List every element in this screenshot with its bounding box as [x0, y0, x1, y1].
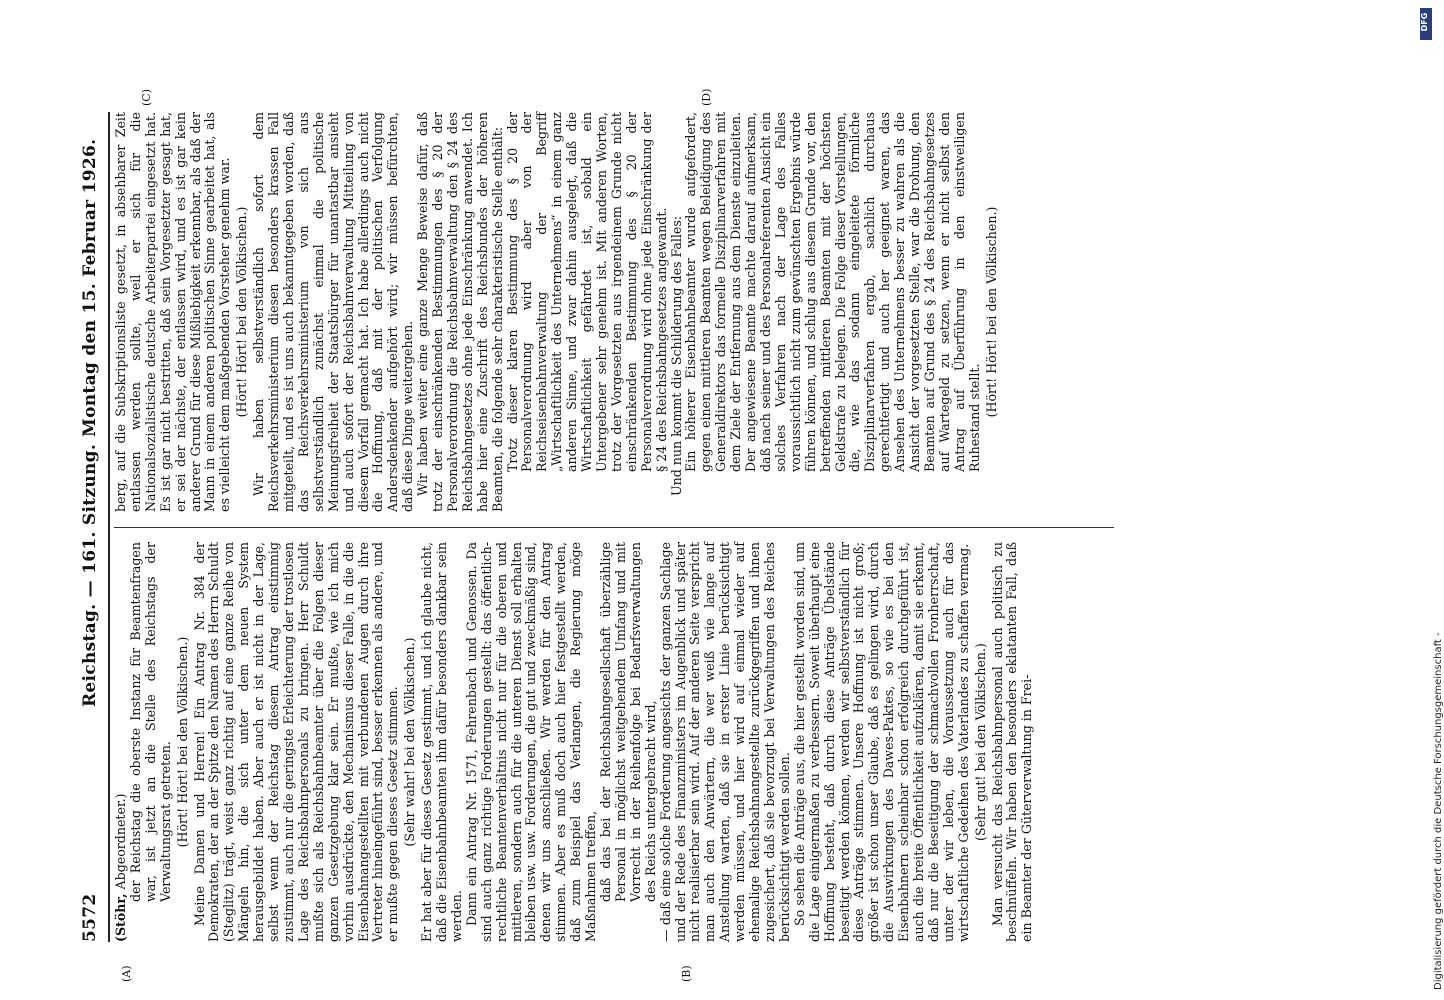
dfg-logo [1420, 8, 1432, 40]
margin-mark-c: (C) [140, 89, 153, 106]
paragraph: Meine Damen und Herren! Ein Antrag Nr. 384 der Demokraten, der an der Spitze den Namen des Herrn Schuldt (Steglitz) trägt, weist ganz richtig auf eine ganze Reihe von Mängeln hin, die sich unter dem neuen System herausgebildet haben. Aber auch er ist nicht in der Lage, selbst wenn der Reichstag diesem Antrag einstimmig zustimmt, auch nur die geringste Erleichterung der trostlosen Lage des Reichsbahnpersonals zu bringen. Herr Schuldt mußte sich als Reichsbahnbeamter über die Folgen dieser ganzen Gesetzgebung klar sein. Er mußte, wie ich mich vorhin ausdrückte, den Mechanismus dieser Falle, in die die Eisenbahnangestellten mit verbundenen Augen durch ihre Vertreter hineingeführt sind, besser erkennen als andere, und er mußte gegen dieses Gesetz stimmen. [191, 542, 401, 942]
left-column [114, 542, 1035, 942]
column-divider [114, 527, 1114, 528]
paragraph: Er hat aber für dieses Gesetz gestimmt, und ich glaube nicht, daß die Eisenbahnbeamten ihm dafür besonders dankbar sein werden. [419, 542, 464, 942]
paragraph: So sehen die Anträge aus, die hier gestellt worden sind, um die Lage einigermaßen zu verbessern. Soweit überhaupt eine Hoffnung besteht, daß durch diese Anträge Übelstände beseitigt werden können, werden wir selbstverständlich für diese Anträge stimmen. Unsere Hoffnung ist nicht groß; größer ist schon unser Glaube, daß es gelingen wird, durch die Auswirkungen des Dawes-Paktes, so wie es bei den Eisenbahnern scheinbar schon erfolgreich durchgeführt ist, auch die breite Öffentlichkeit aufzuklären, damit sie erkennt, daß nur die Beseitigung der schmachvollen Fronherrschaft, unter der wir leben, die Voraussetzung auch für das wirtschaftliche Gedeihen des Vaterlandes zu schaffen vermag. [791, 542, 971, 942]
quoted-passage: Ein höherer Eisenbahnbeamter wurde aufgefordert, gegen einen mittleren Beamten wegen Beleidigung des Generaldirektors das formelle Disziplinarverfahren mit dem Ziele der Entfernung aus dem Dienste einzuleiten. Der angewiesene Beamte machte darauf aufmerksam, daß nach seiner und des Personalreferenten Ansicht ein solches Verfahren nach der Lage des Falles voraussichtlich nicht zum gewünschten Ergebnis würde führen können, und schlug aus diesem Grunde vor, den betreffenden mittleren Beamten mit der höchsten Geldstrafe zu belegen. Die Folge dieser Vorstellungen, die, wie das sodann eingeleitete förmliche Disziplinarverfahren ergab, sachlich durchaus gerechtfertigt und auch her geeignet waren, das Ansehen des Unternehmens besser zu wahren als die Ansicht der vorgesetzten Stelle, war die Drohung, den Beamten auf Grund des § 24 des Reichsbahngesetzes auf Wartegeld zu setzen, wenn er nicht selbst den Antrag auf Überführung in den einstweiligen Ruhestand stellt. [683, 112, 982, 472]
running-head [80, 112, 106, 942]
paragraph: — daß eine solche Forderung angesichts der ganzen Sachlage und der Rede des Finanzministers im Augenblick und später nicht realisierbar sein wird. Auf der anderen Seite verspricht man auch den Anwärtern, die wer weiß wie lange auf Anstellung warten, daß sie in erster Linie berücksichtigt werden müssen, und hier wird auf einmal wieder auf ehemalige Reichsbahnangestellte zurückgegriffen und ihnen zugesichert, daß sie bevorzugt bei Verwaltungen des Reiches berücksichtigt werden sollen. [657, 542, 792, 942]
paragraph: Wir haben selbstverständlich sofort dem Reichsverkehrsministerium diesen besonders krassen Fall mitgeteilt, und es ist uns auch bekanntgegeben worden, daß das Reichsverkehrsministerium von sich aus selbstverständlich zunächst einmal die politische Meinungsfreiheit der Staatsbürger für unantastbar ansieht und auch sofort der Reichsbahnverwaltung Mitteilung von diesem Vorfall gemacht hat. Ich habe allerdings auch nicht die Hoffnung, daß mit der politischen Verfolgung Andersdenkender aufgehört wird; wir müssen befürchten, daß diese Dinge weitergehen. [251, 112, 416, 512]
header-rule [108, 112, 110, 942]
speaker-role: Abgeordneter.) [113, 793, 128, 894]
paragraph: Man versucht das Reichsbahnpersonal auch politisch zu beschnüffeln. Wir haben den besonders eklatanten Fall, daß ein Beamter der Güterverwaltung in Frei- [989, 542, 1035, 942]
digitization-credit [1415, 10, 1444, 990]
interjection: (Hört! Hört! bei den Völkischen.) [234, 206, 250, 418]
interjection: (Hört! Hört! bei den Völkischen.) [174, 636, 190, 848]
margin-mark-d: (D) [700, 88, 713, 106]
paragraph: Dann ein Antrag Nr. 1571, Fehrenbach und Genossen. Da sind auch ganz richtige Forderungen gestellt: das öffentlich-rechtliche Beamtenverhältnis nicht nur für die oberen und mittleren, sondern auch für die unteren Dienst soll erhalten bleiben usw. usw. Forderungen, die gut und zweckmäßig sind, denen wir uns anschließen. Wir werden für den Antrag stimmen. Aber es muß doch auch hier festgestellt werden, daß zum Beispiel das Verlangen, die Regierung möge Maßnahmen treffen, [463, 542, 599, 942]
paragraph: Und nun kommt die Schilderung des Falles: [668, 215, 684, 496]
margin-mark-a: (A) [120, 965, 133, 982]
interjection: (Sehr gut! bei den Völkischen.) [972, 643, 988, 841]
quoted-passage: Trotz dieser klaren Bestimmung des § 20 der Personalverordnung wird aber von der Reichseisenbahnverwaltung der Begriff „Wirtschaftlichkeit des Unternehmens“ in einem ganz anderen Sinne, und zwar dahin ausgelegt, daß die Wirtschaftlichkeit gefährdet ist, sobald ein Untergebener sehr genehm ist. Mit anderen Worten, trotz der Vorgesetzten aus irgendeinem Grunde nicht einschränkenden Bestimmung des § 20 der Personalverordnung wird ohne jede Einschränkung der § 24 des Reichsbahngesetzes angewandt. [504, 112, 669, 472]
interjection: (Hört! Hört! bei den Völkischen.) [983, 206, 999, 418]
page-number: 5572 [80, 893, 100, 942]
session-title: Reichstag. — 161. Sitzung. [80, 443, 100, 707]
paragraph: berg, auf die Subskriptionsliste gesetzt, in absehbarer Zeit entlassen werden sollte, weil er sich für die Nationalsozialistische deutsche Arbeiterpartei eingesetzt hat. Es ist gar nicht bestritten, daß sein Vorgesetzter gesagt hat, er sei der nächste, der entlassen wird, und es ist gar kein anderer Grund für diese Mißliebigkeit erkennbar, als daß der Mann in einem anderen politischen Sinne gearbeitet hat, als es vielleicht dem maßgebenden Vorsteher genehm war. [113, 112, 233, 512]
speaker-line [114, 542, 129, 942]
paragraph: Wir haben weiter eine ganze Menge Beweise dafür, daß trotz der einschränkenden Bestimmungen des § 20 der Personalverordnung die Reichsbahnverwaltung den § 24 des Reichsbahngesetzes ohne jede Einschränkung anwendet. Ich habe hier eine Zuschrift des Reichsbundes der höheren Beamten, die folgende sehr charakteristische Stelle enthält: [415, 112, 505, 512]
quoted-passage: daß das bei der Reichsbahngesellschaft überzählige Personal in möglichst weitgehendem Umfang und mit Vorrecht in der Reihenfolge bei Bedarfsverwaltungen des Reichs untergebracht wird, [598, 542, 658, 902]
protocol-page [80, 88, 1320, 982]
dfg-logo-text: DFG [1420, 12, 1429, 32]
session-date: Montag den 15. Februar 1926. [80, 138, 100, 437]
right-column [114, 112, 1001, 512]
quoted-passage: der Reichstag die oberste Instanz für Beamtenfragen war, ist jetzt an die Stelle des Reichstags der Verwaltungsrat getreten. [127, 542, 173, 902]
interjection: (Sehr wahr! bei den Völkischen.) [402, 637, 418, 847]
margin-mark-b: (B) [680, 965, 693, 982]
credit-text: Digitalisierung gefördert durch die Deutsche Forschungsgemeinschaft - [1433, 632, 1444, 990]
speaker-name: (Stöhr, [113, 893, 128, 942]
